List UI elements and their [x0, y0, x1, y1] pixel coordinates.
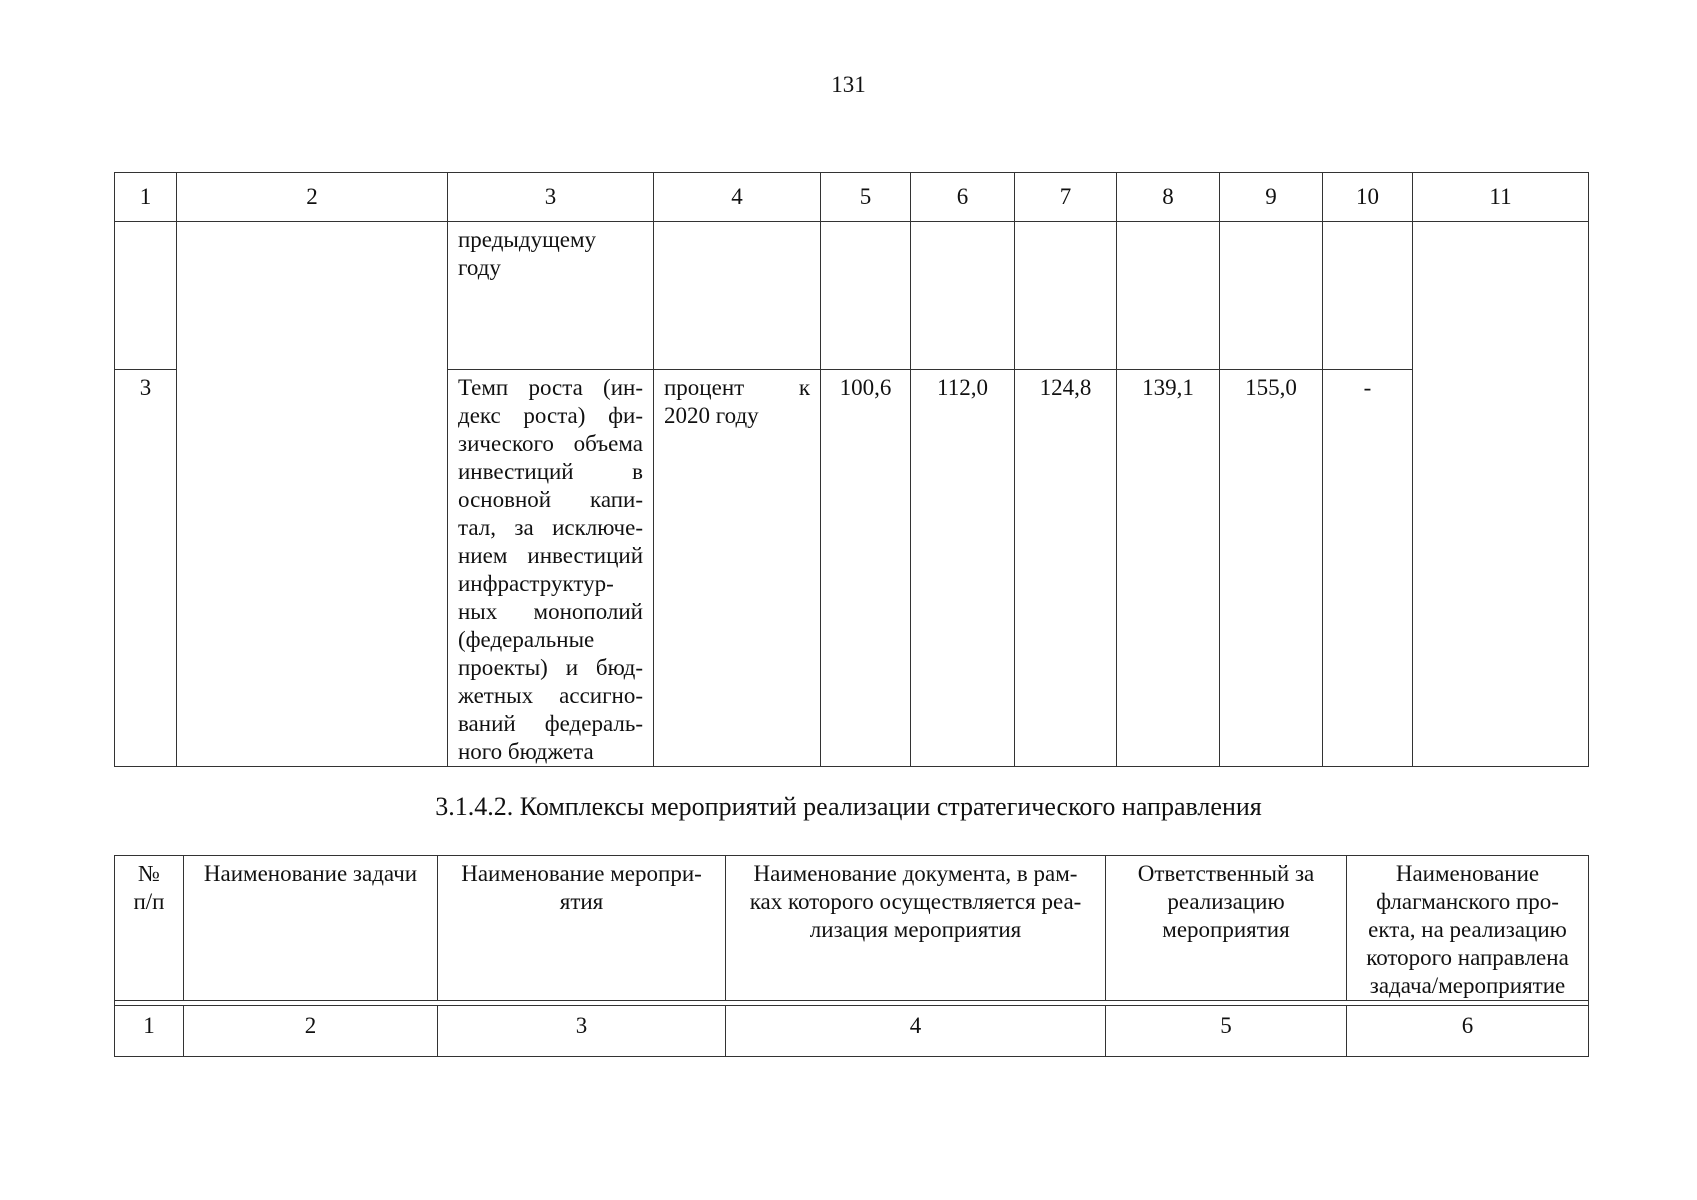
header-number [115, 856, 184, 1001]
cell-empty [1117, 222, 1220, 370]
column-number: 1 [115, 1006, 184, 1057]
cell-empty [115, 222, 177, 370]
activities-table [114, 855, 1589, 1057]
column-number: 6 [911, 173, 1015, 222]
header-line: которого направлена [1366, 945, 1569, 970]
header-line: мероприятия [1162, 917, 1290, 942]
column-number: 4 [654, 173, 821, 222]
header-line: флагманского про- [1376, 889, 1559, 914]
value-cell: 100,6 [821, 370, 911, 767]
header-responsible [1106, 856, 1347, 1001]
indicators-table [114, 172, 1589, 767]
value-cell: 155,0 [1220, 370, 1323, 767]
unit-cell [654, 370, 821, 767]
value-cell: 139,1 [1117, 370, 1220, 767]
indicator-line: нием инвестиций [458, 543, 643, 568]
cell-empty [654, 222, 821, 370]
header-line: лизация мероприятия [809, 917, 1022, 942]
column-number: 2 [184, 1006, 438, 1057]
indicator-line: (федеральные [458, 627, 595, 652]
indicator-line: основной капи- [458, 487, 643, 512]
header-line: Наименование задачи [203, 861, 418, 886]
row-number: 3 [115, 370, 177, 767]
column-number: 11 [1413, 173, 1589, 222]
indicator-line: жетных ассигно- [458, 683, 643, 708]
page-number: 131 [831, 72, 866, 97]
indicator-line: ваний федераль- [458, 711, 643, 736]
indicator-line: ного бюджета [458, 739, 594, 764]
value-cell: 124,8 [1015, 370, 1117, 767]
section-title: 3.1.4.2. Комплексы мероприятий реализации стратегического направления [435, 792, 1262, 821]
column-number: 2 [177, 173, 448, 222]
value-cell: - [1323, 370, 1413, 767]
header-line: ятия [559, 889, 604, 914]
column-number: 8 [1117, 173, 1220, 222]
header-line: ках которого осуществляется реа- [749, 889, 1082, 914]
header-document-name [726, 856, 1106, 1001]
cell-empty [1413, 222, 1589, 767]
column-number-row [115, 1006, 1589, 1057]
cell-empty [1220, 222, 1323, 370]
indicator-line: Темп роста (ин- [458, 375, 643, 400]
unit-text: процент [664, 375, 745, 400]
unit-text: к [798, 375, 810, 400]
column-number: 1 [115, 173, 177, 222]
column-number: 4 [726, 1006, 1106, 1057]
cell-empty [1015, 222, 1117, 370]
header-line: Ответственный за [1137, 861, 1315, 886]
value-cell: 112,0 [911, 370, 1015, 767]
cell-empty [911, 222, 1015, 370]
cell-task-empty [177, 222, 448, 767]
header-line: п/п [133, 889, 165, 914]
header-line: екта, на реализацию [1368, 917, 1567, 942]
header-line: Наименование [1395, 861, 1540, 886]
indicator-line: зического объема [458, 431, 643, 456]
unit-text: 2020 году [664, 403, 759, 428]
column-number: 9 [1220, 173, 1323, 222]
indicator-line: проекты) и бюд- [458, 655, 643, 680]
column-number: 7 [1015, 173, 1117, 222]
cell-empty [821, 222, 911, 370]
cell-empty [1323, 222, 1413, 370]
indicator-line: тал, за исключе- [458, 515, 643, 540]
header-activity-name [438, 856, 726, 1001]
indicator-line: ных монополий [458, 599, 643, 624]
indicator-line: декс роста) фи- [458, 403, 643, 428]
column-number: 5 [821, 173, 911, 222]
table-row [115, 222, 1589, 370]
column-number: 3 [438, 1006, 726, 1057]
indicator-name [448, 370, 654, 767]
header-row [115, 856, 1589, 1001]
column-number-row [115, 173, 1589, 222]
header-line: № [138, 861, 160, 886]
indicator-line: инвестиций в [458, 459, 643, 484]
header-task-name [184, 856, 438, 1001]
column-number: 3 [448, 173, 654, 222]
header-line: Наименование документа, в рам- [753, 861, 1078, 886]
header-line: реализацию [1167, 889, 1285, 914]
header-line: Наименование меропри- [461, 861, 702, 886]
column-number: 6 [1347, 1006, 1589, 1057]
column-number: 10 [1323, 173, 1413, 222]
header-line: задача/мероприятие [1369, 973, 1566, 998]
header-flagship-project [1347, 856, 1589, 1001]
column-number: 5 [1106, 1006, 1347, 1057]
indicator-line: инфраструктур- [458, 571, 614, 596]
indicator-name-continued: предыдущему году [448, 222, 654, 370]
